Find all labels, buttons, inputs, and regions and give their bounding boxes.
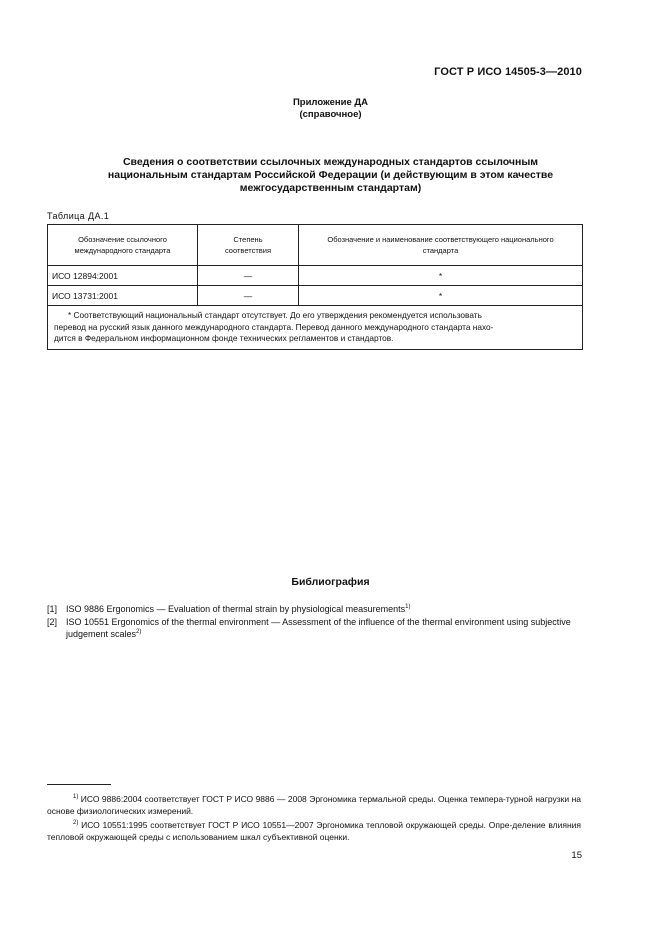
table-note-row: [48, 306, 583, 350]
section-title: [60, 156, 601, 195]
section-title-line: межгосударственным стандартам): [239, 182, 422, 194]
footnote-ref: 2): [136, 629, 142, 635]
bibliography-text: ISO 10551 Ergonomics of the thermal environment — Assessment of the influence of the thermal environment using subjective judgement scales: [66, 617, 571, 639]
annex-title: Приложение ДА: [292, 97, 369, 108]
footnote-mark: 1): [73, 794, 79, 801]
header-cell-standard: Обозначение ссылочного международного стандарта: [48, 225, 198, 266]
cell-national: *: [299, 286, 583, 306]
cell-degree: —: [198, 286, 299, 306]
table-header-row: [48, 225, 583, 266]
annex-subtitle: (справочное): [299, 109, 362, 120]
footnote: [47, 793, 581, 817]
footnote-divider: [47, 784, 111, 785]
footnote: [47, 819, 581, 843]
cell-degree: —: [198, 266, 299, 286]
cell-standard: ИСО 13731:2001: [48, 286, 198, 306]
table-caption: Таблица ДА.1: [47, 211, 110, 221]
cell-national: *: [299, 266, 583, 286]
document-code: ГОСТ Р ИСО 14505-3—2010: [434, 66, 582, 78]
table-note: * Соответствующий национальный стандарт отсутствует. До его утверждения рекомендуется использовать перевод на русский язык данного международного стандарта. Перевод данного международного стандарта нахо- дится в Федеральном информационном фонде технических регламентов и стандартов.: [48, 306, 583, 350]
cell-standard: ИСО 12894:2001: [48, 266, 198, 286]
footnotes: [47, 793, 581, 845]
section-title-line: национальным стандартам Российской Федерации (и действующим в этом качестве: [107, 169, 554, 181]
footnote-ref: 1): [405, 604, 411, 610]
bibliography-list: [47, 603, 587, 641]
table-row: [48, 266, 583, 286]
page-number: 15: [571, 850, 582, 861]
footnote-text: ИСО 10551:1995 соответствует ГОСТ Р ИСО 10551—2007 Эргономика тепловой окружающей среды. Опре-деление влияния тепловой окружающей среды с использованием шкал субъективной оценки.: [47, 820, 581, 842]
header-cell-degree: Степень соответствия: [198, 225, 299, 266]
correspondence-table: [47, 224, 583, 350]
annex-heading: [0, 97, 661, 121]
bibliography-text: ISO 9886 Ergonomics — Evaluation of thermal strain by physiological measurements: [66, 604, 406, 614]
bibliography-item: [47, 616, 587, 640]
bibliography-number: [2]: [47, 617, 58, 627]
header-cell-national: Обозначение и наименование соответствующего национального стандарта: [299, 225, 583, 266]
footnote-mark: 2): [73, 820, 79, 827]
table-row: [48, 286, 583, 306]
footnote-text: ИСО 9886:2004 соответствует ГОСТ Р ИСО 9886 — 2008 Эргономика термальной среды. Оценка темпера-турной нагрузки на основе физиологических измерений.: [47, 794, 581, 816]
bibliography-item: [47, 603, 587, 615]
bibliography-number: [1]: [47, 604, 58, 614]
bibliography-title: Библиография: [291, 576, 370, 588]
section-title-line: Сведения о соответствии ссылочных международных стандартов ссылочным: [122, 156, 539, 168]
